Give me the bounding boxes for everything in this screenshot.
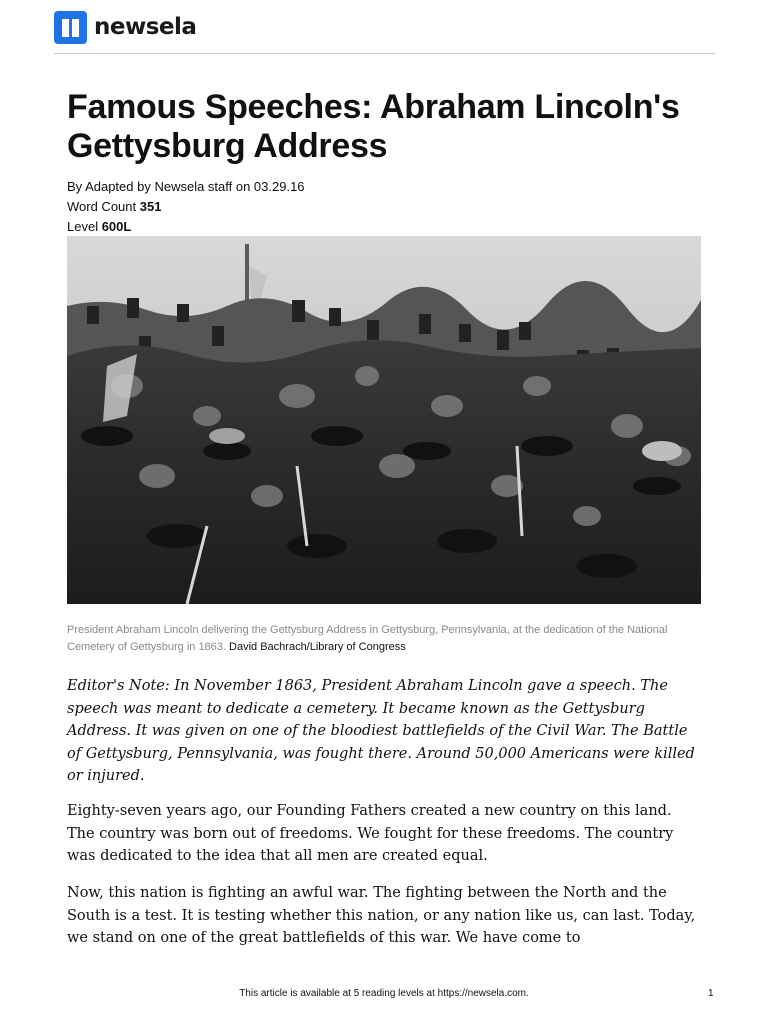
newsela-logo[interactable] xyxy=(54,10,196,44)
word-count-label: Word Count xyxy=(67,199,137,214)
word-count-value: 351 xyxy=(139,199,162,214)
photo-crowd-image xyxy=(67,236,701,604)
footer-availability: This article is available at 5 reading levels at https://newsela.com. xyxy=(239,988,529,999)
level-label: Level xyxy=(67,219,99,234)
brand-name: newsela xyxy=(94,14,197,40)
body-paragraph: Now, this nation is fighting an awful war. The fighting between the North and the South is a test. It is testing whether this nation, or any nation like us, can last. Today, we stand on one of the great battlefields of this war. We have come to xyxy=(67,885,696,946)
caption-text: President Abraham Lincoln delivering the Gettysburg Address in Gettysburg, Pennsylvania, at the dedication of the National Cemetery of Gettysburg in 1863. xyxy=(67,624,668,653)
reading-level xyxy=(67,219,131,235)
photo-caption xyxy=(67,622,701,656)
article-title: Famous Speeches: Abraham Lincoln's Gettysburg Address xyxy=(67,88,680,165)
header-divider xyxy=(54,53,715,54)
byline: By Adapted by Newsela staff on 03.29.16 xyxy=(67,179,305,194)
editors-note: Editor's Note: In November 1863, President Abraham Lincoln gave a speech. The speech was meant to dedicate a cemetery. It became known as the Gettysburg Address. It was given on one of the bloodiest battlefields of the Civil War. The Battle of Gettysburg, Pennsylvania, was fought there. Around 50,000 Americans were killed or injured. xyxy=(67,678,695,784)
word-count xyxy=(67,199,161,215)
newsela-logo-icon xyxy=(54,11,87,44)
page-number: 1 xyxy=(708,988,714,999)
photo-credit: David Bachrach/Library of Congress xyxy=(229,641,406,653)
article-photo xyxy=(67,236,701,604)
level-value: 600L xyxy=(101,219,132,234)
body-paragraph: Eighty-seven years ago, our Founding Fathers created a new country on this land. The country was born out of freedoms. We fought for these freedoms. The country was dedicated to the idea that all men are created equal. xyxy=(67,803,674,864)
